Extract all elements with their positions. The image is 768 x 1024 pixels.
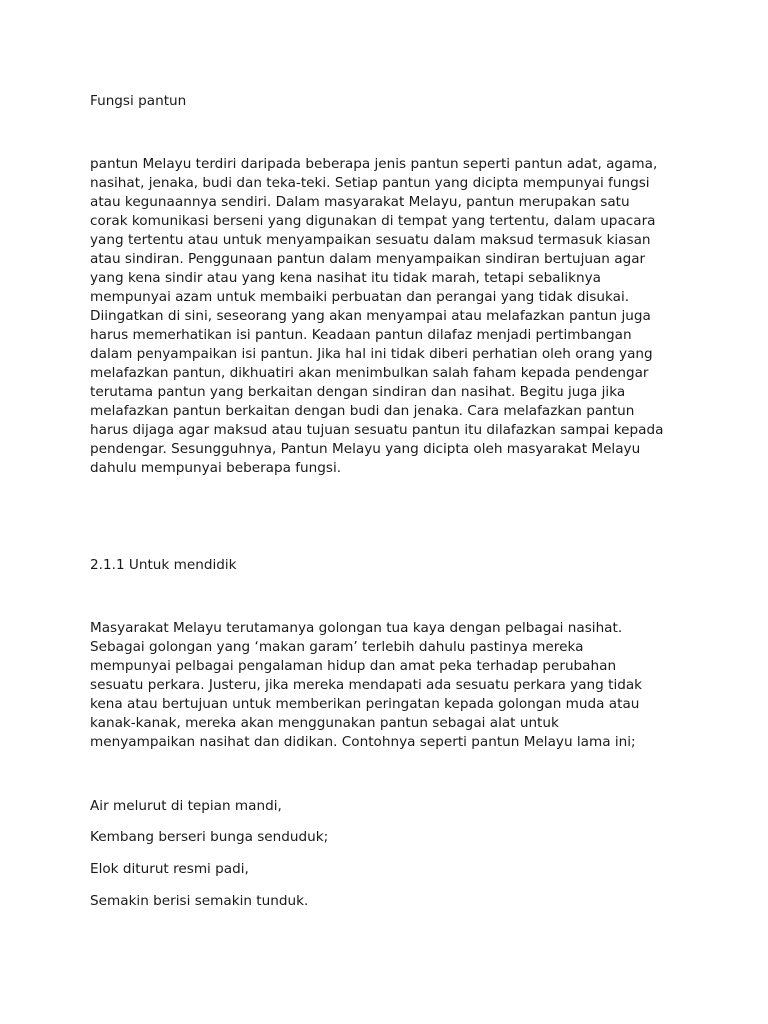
- paragraph-line: mempunyai pelbagai pengalaman hidup dan amat peka terhadap perubahan: [90, 658, 617, 674]
- paragraph-line: kena atau bertujuan untuk memberikan peringatan kepada golongan muda atau: [90, 696, 640, 712]
- paragraph-line: Sebagai golongan yang ‘makan garam’ terlebih dahulu pastinya mereka: [90, 639, 584, 655]
- document-title: Fungsi pantun: [90, 93, 187, 109]
- paragraph-line: pantun Melayu terdiri daripada beberapa jenis pantun seperti pantun adat, agama,: [90, 156, 658, 172]
- verse-line: Kembang berseri bunga senduduk;: [90, 829, 329, 845]
- section-paragraph: [90, 619, 690, 752]
- paragraph-line: dalam penyampaikan isi pantun. Jika hal ini tidak diberi perhatian oleh orang yang: [90, 346, 653, 362]
- paragraph-line: harus memerhatikan isi pantun. Keadaan pantun dilafaz menjadi pertimbangan: [90, 327, 632, 343]
- paragraph-line: Masyarakat Melayu terutamanya golongan tua kaya dengan pelbagai nasihat.: [90, 620, 623, 636]
- section-heading: 2.1.1 Untuk mendidik: [90, 557, 237, 573]
- paragraph-line: yang tertentu atau untuk menyampaikan sesuatu dalam maksud termasuk kiasan: [90, 232, 651, 248]
- paragraph-line: yang kena sindir atau yang kena nasihat itu tidak marah, tetapi sebaliknya: [90, 270, 601, 286]
- paragraph-line: harus dijaga agar maksud atau tujuan sesuatu pantun itu dilafazkan sampai kepada: [90, 422, 664, 438]
- paragraph-line: dahulu mempunyai beberapa fungsi.: [90, 460, 342, 476]
- paragraph-line: nasihat, jenaka, budi dan teka-teki. Setiap pantun yang dicipta mempunyai fungsi: [90, 175, 650, 191]
- paragraph-line: atau kegunaannya sendiri. Dalam masyarakat Melayu, pantun merupakan satu: [90, 194, 630, 210]
- paragraph-line: pendengar. Sesungguhnya, Pantun Melayu yang dicipta oleh masyarakat Melayu: [90, 441, 641, 457]
- verse-line: Air melurut di tepian mandi,: [90, 798, 282, 814]
- paragraph-line: melafazkan pantun berkaitan dengan budi dan jenaka. Cara melafazkan pantun: [90, 403, 635, 419]
- paragraph-line: kanak-kanak, mereka akan menggunakan pantun sebagai alat untuk: [90, 715, 559, 731]
- paragraph-line: sesuatu perkara. Justeru, jika mereka mendapati ada sesuatu perkara yang tidak: [90, 677, 643, 693]
- paragraph-line: terutama pantun yang berkaitan dengan sindiran dan nasihat. Begitu juga jika: [90, 384, 626, 400]
- paragraph-line: mempunyai azam untuk membaiki perbuatan dan perangai yang tidak disukai.: [90, 289, 630, 305]
- intro-paragraph: [90, 155, 690, 478]
- verse-line: Elok diturut resmi padi,: [90, 861, 249, 877]
- paragraph-line: menyampaikan nasihat dan didikan. Contohnya seperti pantun Melayu lama ini;: [90, 734, 636, 750]
- paragraph-line: Diingatkan di sini, seseorang yang akan menyampai atau melafazkan pantun juga: [90, 308, 651, 324]
- paragraph-line: melafazkan pantun, dikhuatiri akan menimbulkan salah faham kepada pendengar: [90, 365, 649, 381]
- paragraph-line: corak komunikasi berseni yang digunakan di tempat yang tertentu, dalam upacara: [90, 213, 656, 229]
- paragraph-line: atau sindiran. Penggunaan pantun dalam menyampaikan sindiran bertujuan agar: [90, 251, 646, 267]
- verse-line: Semakin berisi semakin tunduk.: [90, 893, 309, 909]
